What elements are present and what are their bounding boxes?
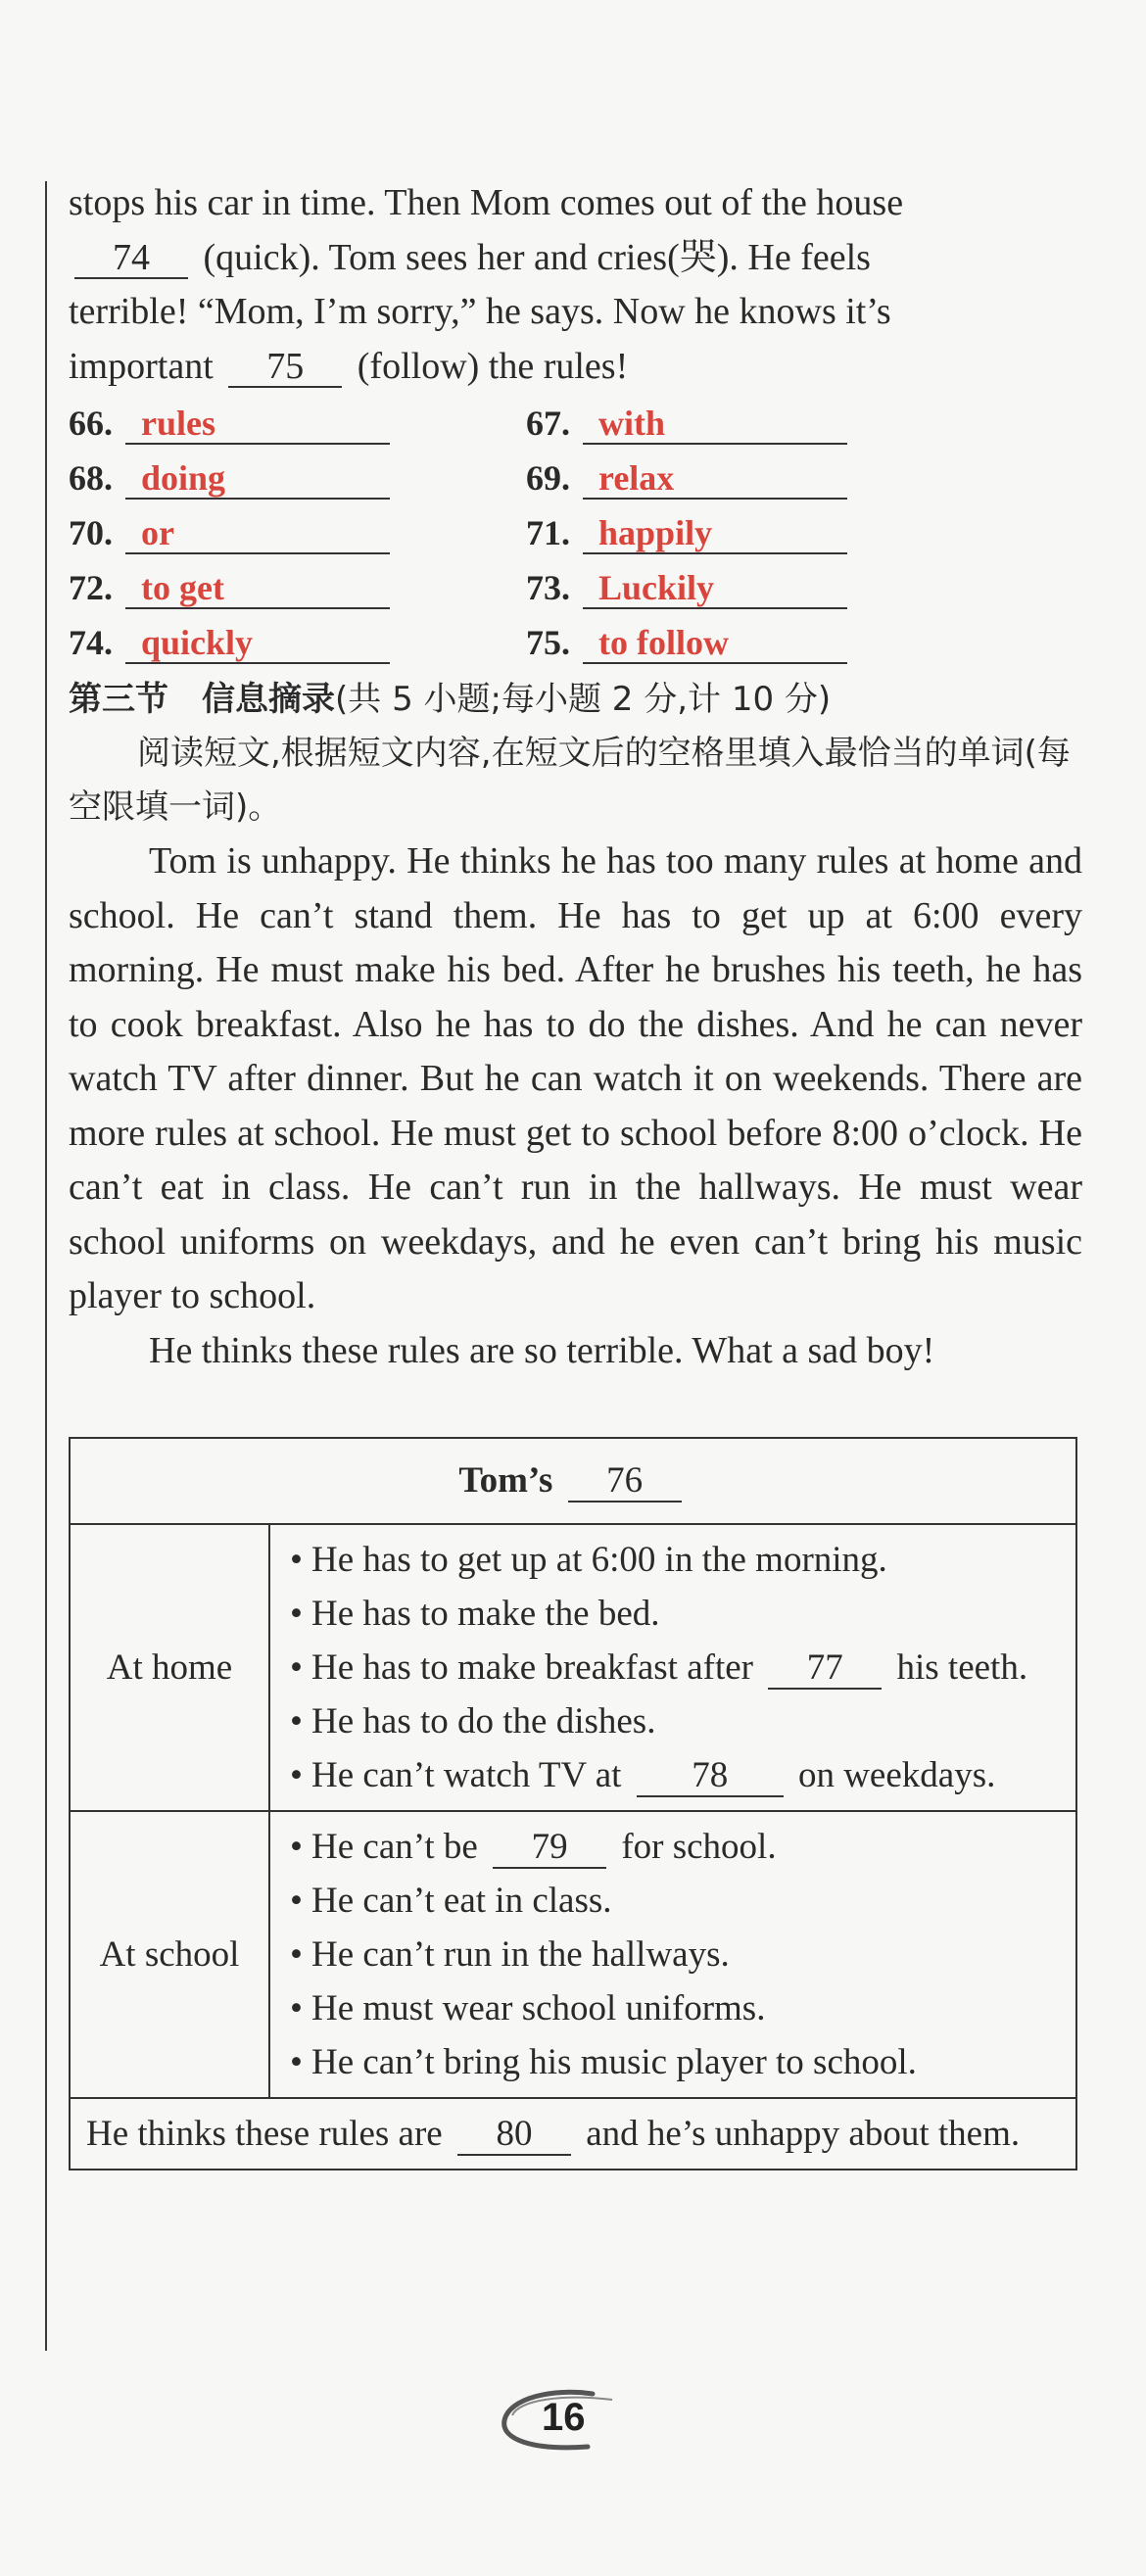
passage-line: (follow) the rules! bbox=[357, 345, 629, 387]
passage-line: (quick). Tom sees her and cries(哭). He feels bbox=[203, 236, 871, 278]
answer-value: to get bbox=[125, 568, 390, 609]
list-item bbox=[290, 1748, 1058, 1802]
answer-number: 69. bbox=[526, 458, 570, 498]
item-text: He can’t be bbox=[311, 1827, 478, 1867]
item-text: for school. bbox=[621, 1827, 777, 1867]
passage-line: terrible! “Mom, I’m sorry,” he says. Now he knows it’s bbox=[69, 291, 891, 332]
school-rules bbox=[269, 1811, 1076, 2098]
list-item bbox=[290, 1820, 1058, 1874]
item-text: He has to make breakfast after bbox=[311, 1647, 753, 1688]
passage-paragraph-1: Tom is unhappy. He thinks he has too many rules at home and school. He can’t stand them. He has to get up at 6:00 every morning. He must make his bed. After he brushes his teeth, he has to cook breakfast. Also he has to do the dishes. And he can never watch TV after dinner. But he can watch it on weekends. There are more rules at school. He must get to school before 8:00 o’clock. He can’t eat in class. He can’t run in the hallways. He must wear school uniforms on weekdays, and he even can’t bring his music player to school. bbox=[69, 840, 1082, 1316]
answer-66 bbox=[69, 396, 526, 451]
footer-text: He thinks these rules are bbox=[86, 2114, 443, 2154]
list-item: • He has to make the bed. bbox=[290, 1587, 1058, 1641]
blank-78: 78 bbox=[637, 1756, 784, 1797]
answer-value: happily bbox=[583, 513, 847, 554]
blank-77: 77 bbox=[768, 1648, 882, 1690]
answer-71 bbox=[526, 505, 1082, 560]
answer-value: with bbox=[583, 404, 847, 445]
item-text: on weekdays. bbox=[797, 1755, 996, 1795]
blank-75: 75 bbox=[228, 347, 342, 388]
list-item bbox=[290, 1641, 1058, 1694]
answer-69 bbox=[526, 451, 1082, 505]
blank-74: 74 bbox=[74, 238, 188, 279]
answer-value: rules bbox=[125, 404, 390, 445]
answer-number: 72. bbox=[69, 568, 113, 607]
answer-value: quickly bbox=[125, 623, 390, 664]
answer-74 bbox=[69, 615, 526, 670]
list-item: • He can’t bring his music player to school. bbox=[290, 2035, 1058, 2089]
answer-value: or bbox=[125, 513, 390, 554]
list-item: • He has to get up at 6:00 in the morning. bbox=[290, 1533, 1058, 1587]
row-label-school: At school bbox=[70, 1811, 269, 2098]
section-instruction: 阅读短文,根据短文内容,在短文后的空格里填入最恰当的单词(每空限填一词)。 bbox=[69, 734, 1071, 827]
row-label-home: At home bbox=[70, 1524, 269, 1811]
blank-76: 76 bbox=[568, 1461, 682, 1503]
answer-75 bbox=[526, 615, 1082, 670]
answer-72 bbox=[69, 560, 526, 615]
answer-number: 68. bbox=[69, 458, 113, 498]
answer-key bbox=[69, 396, 1082, 670]
answer-number: 71. bbox=[526, 513, 570, 552]
footer-text: and he’s unhappy about them. bbox=[586, 2114, 1021, 2154]
list-item: • He must wear school uniforms. bbox=[290, 1981, 1058, 2035]
answer-number: 73. bbox=[526, 568, 570, 607]
answer-value: to follow bbox=[583, 623, 847, 664]
item-text: his teeth. bbox=[896, 1647, 1028, 1688]
table-footer bbox=[70, 2098, 1076, 2170]
content bbox=[69, 176, 1082, 1378]
margin-line bbox=[45, 181, 47, 2351]
info-table bbox=[69, 1437, 1077, 2171]
item-text: He can’t watch TV at bbox=[311, 1755, 622, 1795]
list-item: • He can’t run in the hallways. bbox=[290, 1928, 1058, 1981]
page-number: 16 bbox=[542, 2396, 586, 2439]
passage-end bbox=[69, 176, 1082, 394]
list-item: • He can’t eat in class. bbox=[290, 1874, 1058, 1928]
answer-number: 75. bbox=[526, 623, 570, 662]
section-info: (共 5 小题;每小题 2 分,计 10 分) bbox=[335, 680, 832, 719]
passage-line: stops his car in time. Then Mom comes out of the house bbox=[69, 182, 904, 223]
home-rules bbox=[269, 1524, 1076, 1811]
page-number-badge bbox=[495, 2386, 632, 2455]
answer-70 bbox=[69, 505, 526, 560]
section-title: 第三节 信息摘录 bbox=[69, 680, 335, 719]
list-item: • He has to do the dishes. bbox=[290, 1694, 1058, 1748]
answer-67 bbox=[526, 396, 1082, 451]
passage-line: important bbox=[69, 345, 214, 387]
answer-value: Luckily bbox=[583, 568, 847, 609]
answer-73 bbox=[526, 560, 1082, 615]
answer-number: 67. bbox=[526, 404, 570, 443]
answer-68 bbox=[69, 451, 526, 505]
answer-number: 74. bbox=[69, 623, 113, 662]
answer-number: 66. bbox=[69, 404, 113, 443]
answer-value: relax bbox=[583, 458, 847, 500]
answer-value: doing bbox=[125, 458, 390, 500]
table-title-cell bbox=[70, 1438, 1076, 1524]
blank-79: 79 bbox=[493, 1828, 606, 1869]
passage-paragraph-2: He thinks these rules are so terrible. What a sad boy! bbox=[149, 1329, 935, 1371]
blank-80: 80 bbox=[457, 2115, 571, 2156]
answer-number: 70. bbox=[69, 513, 113, 552]
section-heading bbox=[69, 672, 1082, 727]
table-title: Tom’s bbox=[458, 1460, 553, 1501]
